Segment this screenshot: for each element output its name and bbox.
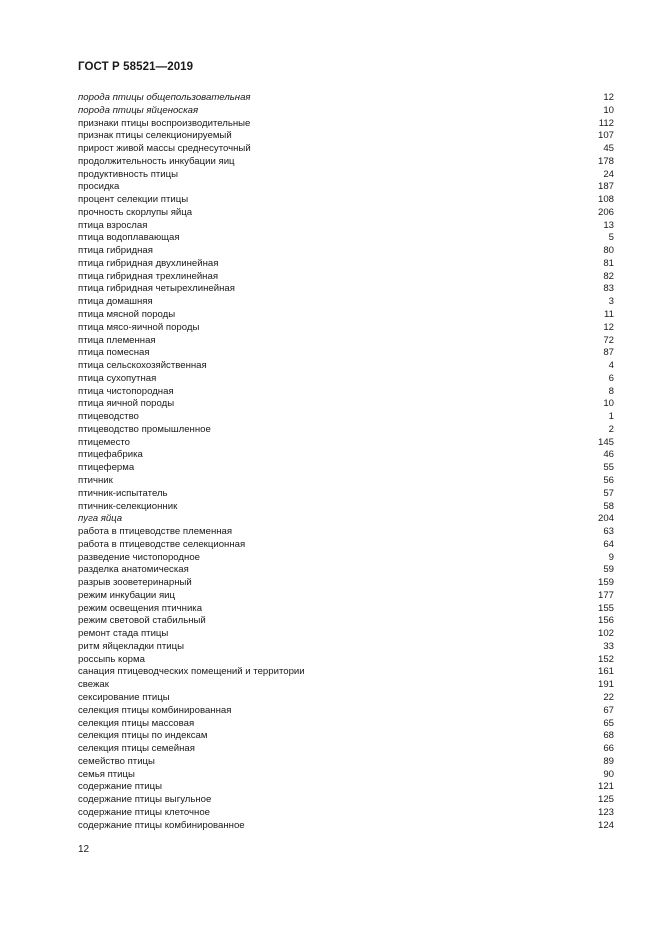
index-entry <box>78 679 614 692</box>
index-entry <box>78 564 614 577</box>
index-term-number: 108 <box>597 194 614 206</box>
index-entry <box>78 769 614 782</box>
index-term-number: 178 <box>597 155 614 167</box>
index-entry <box>78 296 614 309</box>
index-term: содержание птицы <box>78 781 163 793</box>
index-entry <box>78 705 614 718</box>
index-term: птицеводство <box>78 411 139 423</box>
index-term-number: 90 <box>603 768 614 780</box>
index-term: семейство птицы <box>78 755 155 767</box>
index-entry <box>78 169 614 182</box>
index-term-number: 24 <box>603 168 614 180</box>
index-term: птицеферма <box>78 462 135 474</box>
index-entry <box>78 309 614 322</box>
index-term-number: 67 <box>603 704 614 716</box>
index-term-number: 57 <box>603 487 614 499</box>
index-entry <box>78 641 614 654</box>
index-term: порода птицы общепользовательная <box>78 92 251 103</box>
index-term: режим освещения птичника <box>78 602 203 614</box>
index-term: селекция птицы по индексам <box>78 730 208 742</box>
index-term-number: 123 <box>597 806 614 818</box>
alphabetical-index <box>78 92 614 832</box>
index-term-number: 46 <box>603 449 614 461</box>
index-term-number: 59 <box>603 564 614 576</box>
index-term: птица сухопутная <box>78 372 157 384</box>
index-term-number: 10 <box>603 104 614 116</box>
index-term-number: 81 <box>603 257 614 269</box>
index-term-number: 152 <box>597 653 614 665</box>
index-term: признаки птицы воспроизводительные <box>78 117 251 129</box>
index-term-number: 82 <box>603 270 614 282</box>
index-term: содержание птицы клеточное <box>78 806 211 818</box>
index-entry <box>78 730 614 743</box>
index-term-number: 161 <box>597 666 614 678</box>
index-term-number: 68 <box>603 730 614 742</box>
index-entry <box>78 820 614 833</box>
index-term: россыпь корма <box>78 653 145 665</box>
index-term: птица мясной породы <box>78 309 176 321</box>
index-entry <box>78 462 614 475</box>
index-entry <box>78 718 614 731</box>
index-entry <box>78 615 614 628</box>
index-entry <box>78 807 614 820</box>
index-term: птичник-испытатель <box>78 487 168 499</box>
index-entry <box>78 692 614 705</box>
index-term: птица водоплавающая <box>78 232 180 244</box>
index-term: просидка <box>78 181 120 193</box>
index-term: разрыв зооветеринарный <box>78 577 192 589</box>
index-entry <box>78 360 614 373</box>
index-entry <box>78 207 614 220</box>
index-term: птица гибридная двухлинейная <box>78 257 219 269</box>
index-term: птичник <box>78 474 113 486</box>
index-entry <box>78 449 614 462</box>
index-term-number: 11 <box>604 309 614 321</box>
index-entry <box>78 232 614 245</box>
index-term-number: 58 <box>603 500 614 512</box>
index-entry <box>78 411 614 424</box>
index-term-number: 187 <box>597 181 614 193</box>
index-term: селекция птицы массовая <box>78 717 195 729</box>
index-term-number: 4 <box>608 360 614 372</box>
index-term-number: 10 <box>603 398 614 410</box>
index-entry <box>78 552 614 565</box>
index-term: семья птицы <box>78 768 135 780</box>
index-entry <box>78 666 614 679</box>
index-term: процент селекции птицы <box>78 194 189 206</box>
index-term: ремонт стада птицы <box>78 628 169 640</box>
index-term: свежак <box>78 679 109 691</box>
index-term: режим световой стабильный <box>78 615 206 627</box>
index-term-number: 8 <box>608 385 614 397</box>
index-term: содержание птицы комбинированное <box>78 819 245 831</box>
index-term: птица гибридная <box>78 245 153 257</box>
index-term-number: 22 <box>603 691 614 703</box>
index-term-number: 72 <box>603 334 614 346</box>
index-entry <box>78 386 614 399</box>
index-term: режим инкубации яиц <box>78 589 176 601</box>
index-entry <box>78 628 614 641</box>
index-entry <box>78 373 614 386</box>
index-entry <box>78 781 614 794</box>
index-term-number: 65 <box>603 717 614 729</box>
index-entry <box>78 283 614 296</box>
index-term: птицефабрика <box>78 449 143 461</box>
index-term-number: 66 <box>603 743 614 755</box>
index-term-number: 5 <box>608 232 614 244</box>
index-entry <box>78 335 614 348</box>
index-term-number: 83 <box>603 283 614 295</box>
index-term: птица племенная <box>78 334 156 346</box>
index-entry <box>78 220 614 233</box>
index-entry <box>78 245 614 258</box>
index-term: птица помесная <box>78 347 150 359</box>
index-term-number: 12 <box>603 321 614 333</box>
index-term-number: 6 <box>608 372 614 384</box>
index-entry <box>78 743 614 756</box>
index-term-number: 102 <box>597 628 614 640</box>
index-term-number: 204 <box>597 513 614 525</box>
index-term: работа в птицеводстве племенная <box>78 526 233 538</box>
page-number: 12 <box>78 844 90 855</box>
index-entry <box>78 105 614 118</box>
index-term-number: 33 <box>603 640 614 652</box>
index-entry <box>78 194 614 207</box>
index-entry <box>78 424 614 437</box>
index-entry <box>78 526 614 539</box>
index-term-number: 2 <box>608 423 614 435</box>
index-term: ритм яйцекладки птицы <box>78 640 185 652</box>
index-term-number: 155 <box>597 602 614 614</box>
index-term: селекция птицы комбинированная <box>78 704 232 716</box>
index-term-number: 156 <box>597 615 614 627</box>
index-entry <box>78 590 614 603</box>
index-entry <box>78 475 614 488</box>
index-entry <box>78 258 614 271</box>
index-term: птица гибридная трехлинейная <box>78 270 219 282</box>
index-entry <box>78 794 614 807</box>
index-term: разделка анатомическая <box>78 564 189 576</box>
index-term: пуга яйца <box>78 513 123 525</box>
index-entry <box>78 501 614 514</box>
index-entry <box>78 603 614 616</box>
index-term-number: 89 <box>603 755 614 767</box>
index-entry <box>78 513 614 526</box>
index-term-number: 45 <box>603 143 614 155</box>
index-term-number: 13 <box>603 219 614 231</box>
index-term-number: 112 <box>598 117 614 129</box>
index-term: птица мясо-яичной породы <box>78 321 200 333</box>
index-term: прирост живой массы среднесуточный <box>78 143 251 155</box>
index-entry <box>78 398 614 411</box>
index-term: содержание птицы выгульное <box>78 794 212 806</box>
index-term-number: 124 <box>597 819 614 831</box>
index-term: птицеместо <box>78 436 131 448</box>
index-term: сексирование птицы <box>78 691 170 703</box>
document-header: ГОСТ Р 58521—2019 <box>78 61 194 73</box>
index-entry <box>78 92 614 105</box>
index-term-number: 1 <box>608 411 614 423</box>
index-term-number: 87 <box>603 347 614 359</box>
index-term: птицеводство промышленное <box>78 423 211 435</box>
index-term: птица домашняя <box>78 296 153 308</box>
index-entry <box>78 118 614 131</box>
index-term-number: 145 <box>597 436 614 448</box>
index-entry <box>78 130 614 143</box>
index-term: порода птицы яйценоская <box>78 104 199 116</box>
index-term-number: 107 <box>597 130 614 142</box>
index-term: продолжительность инкубации яиц <box>78 155 235 167</box>
index-term: прочность скорлупы яйца <box>78 206 193 218</box>
index-term: птичник-селекционник <box>78 500 178 512</box>
index-entry <box>78 156 614 169</box>
index-term-number: 125 <box>597 794 614 806</box>
index-entry <box>78 488 614 501</box>
index-term: птица взрослая <box>78 219 148 231</box>
index-term-number: 121 <box>597 781 614 793</box>
index-entry <box>78 271 614 284</box>
index-term: селекция птицы семейная <box>78 743 195 755</box>
index-term-number: 56 <box>603 474 614 486</box>
index-term-number: 9 <box>608 551 614 563</box>
index-term: санация птицеводческих помещений и территории <box>78 666 305 678</box>
index-term: птица яичной породы <box>78 398 175 410</box>
index-entry <box>78 437 614 450</box>
index-entry <box>78 577 614 590</box>
index-term: птица гибридная четырехлинейная <box>78 283 235 295</box>
index-entry <box>78 539 614 552</box>
index-term-number: 12 <box>603 92 614 103</box>
index-term-number: 191 <box>597 679 614 691</box>
index-term: птица сельскохозяйственная <box>78 360 207 372</box>
index-term-number: 177 <box>597 589 614 601</box>
index-entry <box>78 756 614 769</box>
index-term-number: 3 <box>608 296 614 308</box>
index-entry <box>78 143 614 156</box>
index-term: работа в птицеводстве селекционная <box>78 538 246 550</box>
index-entry <box>78 654 614 667</box>
index-term-number: 55 <box>603 462 614 474</box>
index-term: признак птицы селекционируемый <box>78 130 232 142</box>
index-term: разведение чистопородное <box>78 551 201 563</box>
index-term-number: 159 <box>597 577 614 589</box>
index-term-number: 80 <box>603 245 614 257</box>
index-entry <box>78 322 614 335</box>
index-term: птица чистопородная <box>78 385 174 397</box>
index-entry <box>78 347 614 360</box>
index-term-number: 206 <box>597 206 614 218</box>
index-entry <box>78 181 614 194</box>
index-term-number: 64 <box>603 538 614 550</box>
index-term: продуктивность птицы <box>78 168 179 180</box>
index-term-number: 63 <box>603 526 614 538</box>
